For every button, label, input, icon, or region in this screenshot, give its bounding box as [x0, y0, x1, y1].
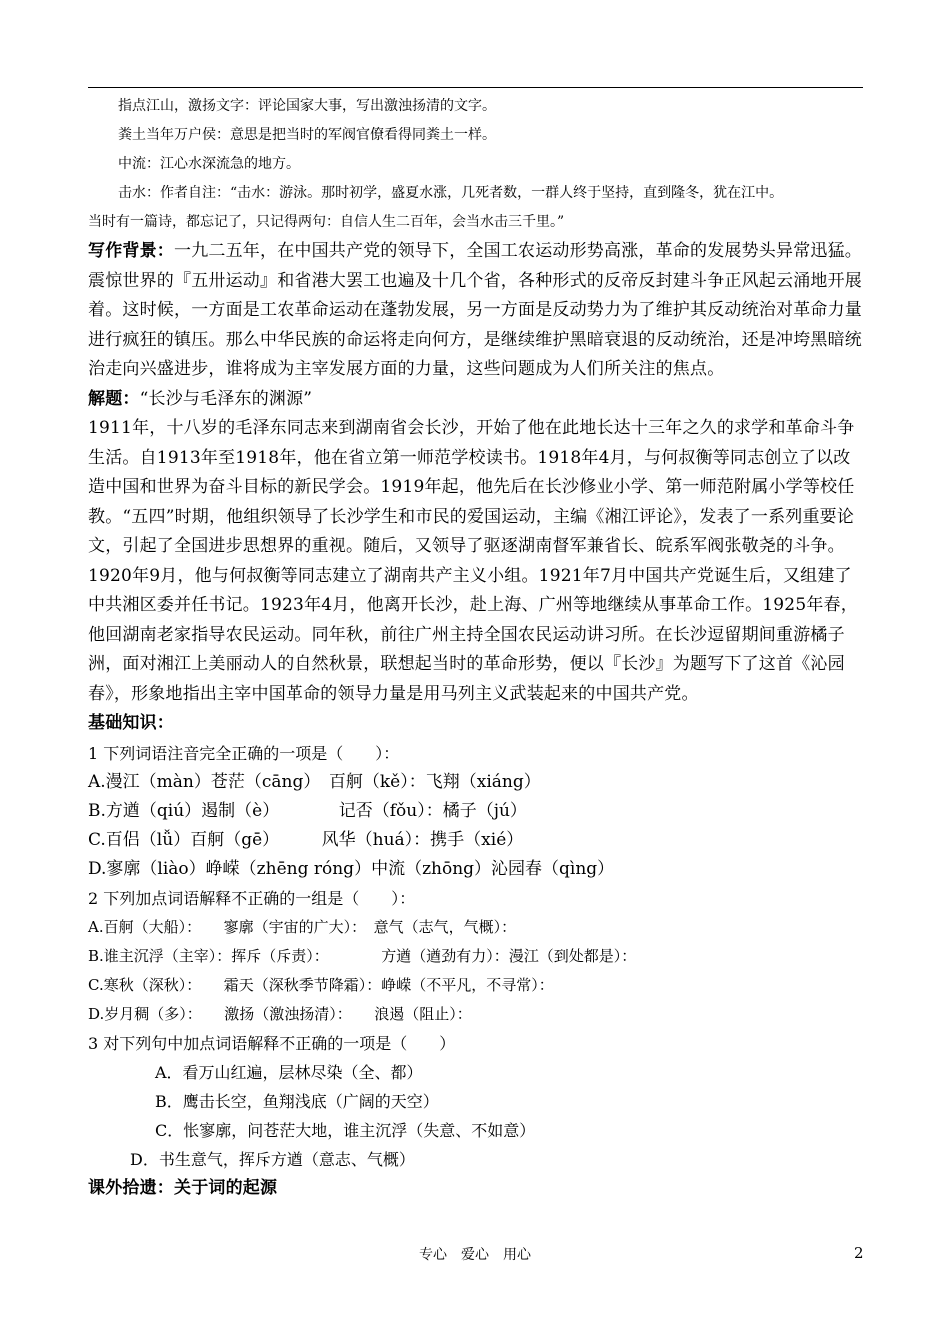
footer-text: 专心 爱心 用心: [419, 1247, 531, 1263]
background-heading: 写作背景：: [88, 241, 174, 261]
annotation-line: 中流：江心水深流急的地方。: [118, 156, 300, 172]
question-3-option: D．书生意气，挥斥方遒（意志、气概）: [130, 1149, 415, 1169]
jieti-paragraph: 1911年，十八岁的毛泽东同志来到湖南省会长沙，开始了他在此地长达十三年之久的求学和革命斗争生活。自1913年至1918年，他在省立第一师范学校读书。1918年4月，与何叔衡等同志创立了以改造中国和世界为奋斗目标的新民学会。1919年起，他先后在长沙修业小学、第一师范附属小学等校任教。“五四”时期，他组织领导了长沙学生和市民的爱国运动，主编《湘江评论》，发表了一系列重要论文，引起了全国进步思想界的重视。随后，又领导了驱逐湖南督军兼省长、皖系军阀张敬尧的斗争。1920年9月，他与何叔衡等同志建立了湖南共产主义小组。1921年7月中国共产党诞生后，又组建了中共湘区委并任书记。1923年4月，他离开长沙，赴上海、广州等地继续从事革命工作。1925年春，他回湖南老家指导农民运动。同年秋，前往广州主持全国农民运动讲习所。在长沙逗留期间重游橘子洲，面对湘江上美丽动人的自然秋景，联想起当时的革命形势，便以『长沙』为题写下了这首《沁园春》，形象地指出主宰中国革命的领导力量是用马列主义武装起来的中国共产党。: [88, 418, 858, 704]
extra-heading: 课外拾遗：关于词的起源: [88, 1177, 278, 1198]
question-3-stem: 3 对下列句中加点词语解释不正确的一项是（ ）: [88, 1033, 456, 1053]
question-1-option: D.寥廓（liào）峥嵘（zhēng róng）中流（zhōng）沁园春（qìng）: [88, 858, 615, 879]
question-1-stem: 1 下列词语注音完全正确的一项是（ ）：: [88, 743, 400, 763]
header-rule: [88, 87, 863, 88]
question-2-stem: 2 下列加点词语解释不正确的一组是（ ）：: [88, 888, 416, 908]
annotation-line: 当时有一篇诗，都忘记了，只记得两句：自信人生二百年，会当水击三千里。”: [88, 214, 565, 230]
question-2-option: C.寒秋（深秋）： 霜天（深秋季节降霜）：峥嵘（不平凡，不寻常）：: [88, 975, 554, 994]
jieti-subtitle: “长沙与毛泽东的渊源”: [139, 388, 313, 409]
question-3-option: C．怅寥廓，问苍茫大地，谁主沉浮（失意、不如意）: [155, 1120, 536, 1140]
question-1-option: A.漫江（màn）苍茫（cāng） 百舸（kě）：飞翔（xiáng）: [88, 771, 541, 792]
question-3-option: A．看万山红遍，层林尽染（全、都）: [155, 1062, 423, 1082]
annotation-line: 指点江山，激扬文字：评论国家大事，写出激浊扬清的文字。: [118, 98, 496, 114]
annotation-line: 粪土当年万户侯：意思是把当时的军阀官僚看得同粪土一样。: [118, 127, 496, 143]
question-2-option: A.百舸（大船）： 寥廓（宇宙的广大）： 意气（志气，气概）：: [88, 917, 517, 936]
question-2-option: D.岁月稠（多）： 激扬（激浊扬清）： 浪遏（阻止）：: [88, 1004, 472, 1023]
question-1-option: C.百侣（lǚ）百舸（gē） 风华（huá）：携手（xié）: [88, 829, 524, 850]
question-2-option: B.谁主沉浮（主宰）：挥斥（斥责）： 方遒（遒劲有力）：漫江（到处都是）：: [88, 946, 637, 965]
page-number: 2: [854, 1244, 864, 1262]
background-paragraph: [88, 237, 863, 385]
jieti-heading: 解题：: [88, 388, 140, 409]
basics-heading: 基础知识：: [88, 713, 174, 733]
question-3-option: B．鹰击长空，鱼翔浅底（广阔的天空）: [155, 1091, 439, 1111]
annotation-line: 击水：作者自注：“击水：游泳。那时初学，盛夏水涨，几死者数，一群人终于坚持，直到隆冬，犹在江中。: [118, 185, 784, 201]
question-1-option: B.方遒（qiú）遏制（è） 记否（fǒu）：橘子（jú）: [88, 800, 527, 821]
background-text: 一九二五年，在中国共产党的领导下，全国工农运动形势高涨，革命的发展势头异常迅猛。震惊世界的『五卅运动』和省港大罢工也遍及十几个省，各种形式的反帝反封建斗争正风起云涌地开展着。这时候，一方面是工农革命运动在蓬勃发展，另一方面是反动势力为了维护其反动统治对革命力量进行疯狂的镇压。那么中华民族的命运将走向何方，是继续维护黑暗衰退的反动统治，还是冲垮黑暗统治走向兴盛进步，谁将成为主宰发展方面的力量，这些问题成为人们所关注的焦点。: [88, 241, 862, 379]
document-page: [88, 92, 863, 1203]
jieti-title-line: [88, 385, 863, 415]
